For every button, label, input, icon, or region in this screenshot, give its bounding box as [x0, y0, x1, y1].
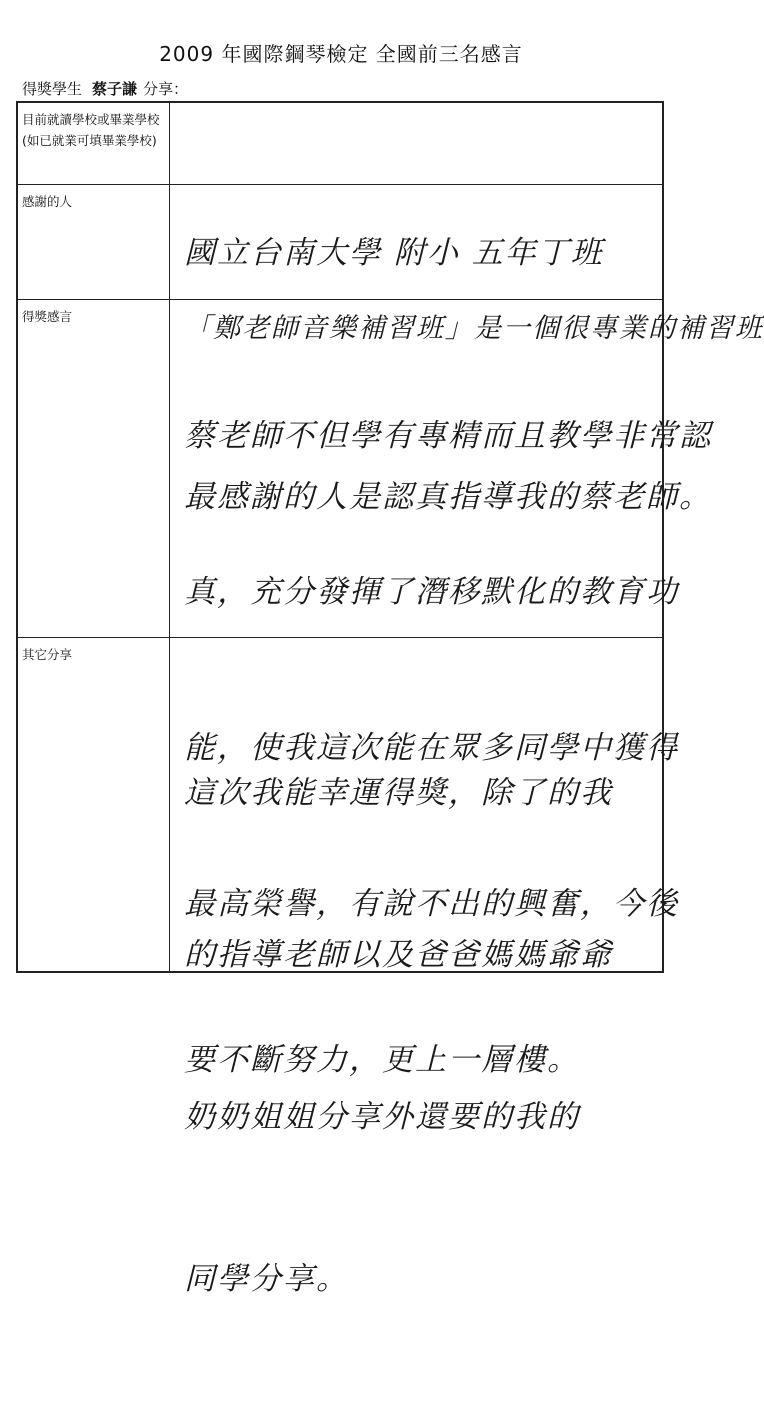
handwriting-other-share: [184, 658, 679, 1414]
handwriting-line: 最高榮譽，有說不出的興奮，今後: [184, 886, 679, 922]
row-label-school: 目前就讀學校或畢業學校(如已就業可填畢業學校): [18, 103, 170, 184]
handwriting-line: 要不斷努力，更上一層樓。: [184, 1042, 580, 1078]
share-suffix: 分享：: [143, 80, 189, 98]
handwriting-line: 奶奶姐姐分享外還要的我的: [184, 1099, 580, 1135]
share-line: [22, 78, 188, 99]
row-label-thanks: 感謝的人: [18, 185, 170, 299]
row-label-award-speech: 得獎感言: [18, 300, 170, 637]
handwriting-line: 的指導老師以及爸爸媽媽爺爺: [184, 937, 613, 973]
handwriting-line: 能，使我這次能在眾多同學中獲得: [184, 730, 679, 766]
form-table: [16, 101, 764, 1297]
share-prefix: 得獎學生: [22, 80, 83, 98]
row-label-other-share: 其它分享: [18, 638, 170, 971]
handwriting-line: 蔡老師不但學有專精而且教學非常認: [184, 418, 712, 454]
handwriting-line: 真，充分發揮了潛移默化的教育功: [184, 574, 679, 610]
handwriting-line: 國立台南大學 附小 五年丁班: [184, 235, 604, 271]
handwriting-line: 這次我能幸運得獎，除了的我: [184, 775, 613, 811]
handwriting-line: 同學分享。: [184, 1261, 349, 1297]
handwriting-line: 「鄭老師音樂補習班」是一個很專業的補習班: [184, 313, 764, 344]
student-name: 蔡子謙: [92, 80, 138, 98]
handwriting-line: 最感謝的人是認真指導我的蔡老師。: [184, 479, 712, 515]
document-title: 2009 年國際鋼琴檢定 全國前三名感言: [159, 42, 523, 66]
